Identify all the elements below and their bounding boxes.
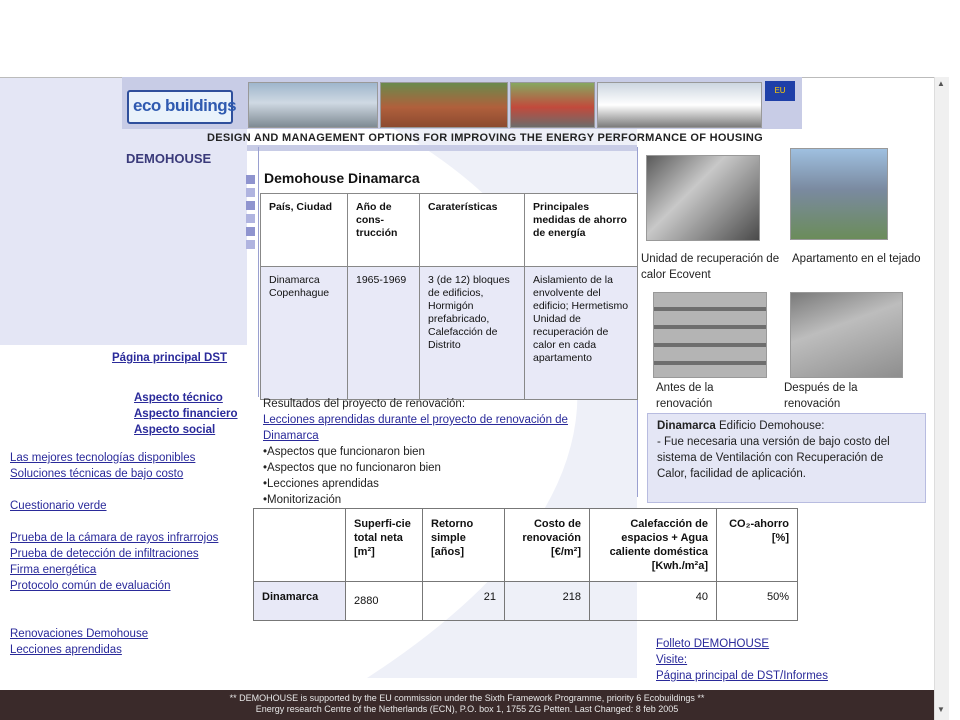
info-box	[647, 413, 926, 503]
spacer	[10, 482, 218, 498]
caption-ventilation: Unidad de recuperación de calor Ecovent	[641, 253, 780, 281]
page-title: Demohouse Dinamarca	[264, 170, 420, 186]
nav-marker	[246, 188, 255, 197]
info-country: Dinamarca	[657, 420, 716, 432]
sidebar-links	[10, 450, 218, 658]
visit-link[interactable]: Visite:	[656, 654, 688, 666]
info-title: Edificio Demohouse:	[715, 420, 825, 432]
table-row	[261, 267, 638, 400]
bullet-item: •Lecciones aprendidas	[263, 478, 379, 490]
aspect-links	[134, 390, 238, 438]
spacer	[10, 514, 218, 530]
footer	[0, 690, 934, 720]
sidebar-link[interactable]: Lecciones aprendidas	[10, 644, 122, 656]
brochure-link[interactable]: Folleto DEMOHOUSE	[656, 638, 770, 650]
column-header: CO₂-ahorro [%]	[717, 509, 798, 582]
right-links	[656, 636, 828, 684]
aspect-technical-link[interactable]: Aspecto técnico	[134, 392, 223, 404]
footer-line-2: Energy research Centre of the Netherlands (ECN), P.O. box 1, 1755 ZG Petten. Last Changed: 8 feb 2005	[255, 704, 679, 714]
caption-before: Antes de la renovación	[656, 382, 714, 410]
column-header: Superfi-cie total neta [m²]	[346, 509, 423, 582]
tagline-bar	[247, 145, 637, 151]
table-cell: 50%	[717, 582, 798, 621]
column-header: Retorno simple [años]	[423, 509, 505, 582]
column-header	[254, 509, 346, 582]
divider-left	[258, 147, 259, 397]
column-header: Principales medidas de ahorro de energía	[525, 194, 638, 267]
eu-flag-icon: EU	[765, 81, 795, 101]
photo-before-renovation	[653, 292, 767, 378]
banner-photo-building-2	[380, 82, 508, 128]
vertical-scrollbar[interactable]	[934, 77, 949, 720]
spacer	[10, 594, 218, 626]
table-cell: 21	[423, 582, 505, 621]
banner-photo-building-4	[597, 82, 762, 128]
bullet-item: •Aspectos que no funcionaron bien	[263, 462, 441, 474]
nav-marker	[246, 201, 255, 210]
dst-reports-link[interactable]: Página principal de DST/Informes	[656, 670, 828, 682]
table-cell: Dinamarca Copenhague	[261, 267, 348, 400]
info-text: - Fue necesaria una versión de bajo costo del sistema de Ventilación con Recuperación de Calor, facilidad de aplicación.	[657, 436, 890, 480]
results-section	[263, 396, 603, 508]
table-cell: Aislamiento de la envolvente del edificio; Hermetismo Unidad de recuperación de calor en cada apartamento	[525, 267, 638, 400]
sidebar-link[interactable]: Firma energética	[10, 564, 97, 576]
aspect-social-link[interactable]: Aspecto social	[134, 424, 216, 436]
photo-ventilation-unit	[646, 155, 760, 241]
nav-marker	[246, 227, 255, 236]
table-cell: 40	[590, 582, 717, 621]
table-row	[254, 582, 798, 621]
section-label: DEMOHOUSE	[126, 151, 212, 166]
table-cell: 3 (de 12) bloques de edificios, Hormigón prefabricado, Calefacción de Distrito	[420, 267, 525, 400]
banner-photo-building-3	[510, 82, 595, 128]
bullet-item: •Monitorización	[263, 494, 342, 506]
sidebar-link[interactable]: Las mejores tecnologías disponibles	[10, 452, 196, 464]
column-header: Año de cons-trucción	[348, 194, 420, 267]
scroll-up-icon[interactable]: ▲	[937, 79, 945, 88]
column-header: País, Ciudad	[261, 194, 348, 267]
photo-rooftop-apartment	[790, 148, 888, 240]
sidebar-link[interactable]: Prueba de detección de infiltraciones	[10, 548, 199, 560]
project-table	[260, 193, 638, 400]
table-cell: 2880	[346, 582, 423, 621]
logo-text: eco buildings	[133, 96, 237, 115]
table-header-row	[254, 509, 798, 582]
scroll-down-icon[interactable]: ▼	[937, 705, 945, 714]
sidebar-link[interactable]: Renovaciones Demohouse	[10, 628, 149, 640]
column-header: Calefacción de espacios + Agua caliente doméstica [Kwh./m²a]	[590, 509, 717, 582]
banner-photo-building-1	[248, 82, 378, 128]
results-title: Resultados del proyecto de renovación:	[263, 398, 466, 410]
sidebar-link[interactable]: Soluciones técnicas de bajo costo	[10, 468, 184, 480]
aspect-financial-link[interactable]: Aspecto financiero	[134, 408, 238, 420]
bullet-item: •Aspectos que funcionaron bien	[263, 446, 425, 458]
nav-marker	[246, 214, 255, 223]
photo-after-renovation	[790, 292, 903, 378]
sidebar-link[interactable]: Cuestionario verde	[10, 500, 107, 512]
nav-marker	[246, 240, 255, 249]
nav-marker	[246, 175, 255, 184]
footer-line-1: ** DEMOHOUSE is supported by the EU commission under the Sixth Framework Programme, priority 6 Ecobuildings **	[229, 693, 705, 703]
table-header-row	[261, 194, 638, 267]
table-cell: 1965-1969	[348, 267, 420, 400]
sidebar-link[interactable]: Prueba de la cámara de rayos infrarrojos	[10, 532, 219, 544]
caption-after: Después de la renovación	[784, 382, 858, 410]
table-cell: Dinamarca	[254, 582, 346, 621]
lessons-link[interactable]: Lecciones aprendidas durante el proyecto de renovación de Dinamarca	[263, 414, 568, 442]
site-tagline: DESIGN AND MANAGEMENT OPTIONS FOR IMPROVING THE ENERGY PERFORMANCE OF HOUSING	[207, 132, 764, 144]
caption-rooftop: Apartamento en el tejado	[792, 253, 921, 265]
sidebar-link[interactable]: Protocolo común de evaluación	[10, 580, 171, 592]
column-header: Caraterísticas	[420, 194, 525, 267]
dst-home-link[interactable]: Página principal DST	[112, 352, 228, 364]
nav-markers	[246, 175, 255, 253]
results-table	[253, 508, 798, 621]
column-header: Costo de renovación [€/m²]	[505, 509, 590, 582]
table-cell: 218	[505, 582, 590, 621]
